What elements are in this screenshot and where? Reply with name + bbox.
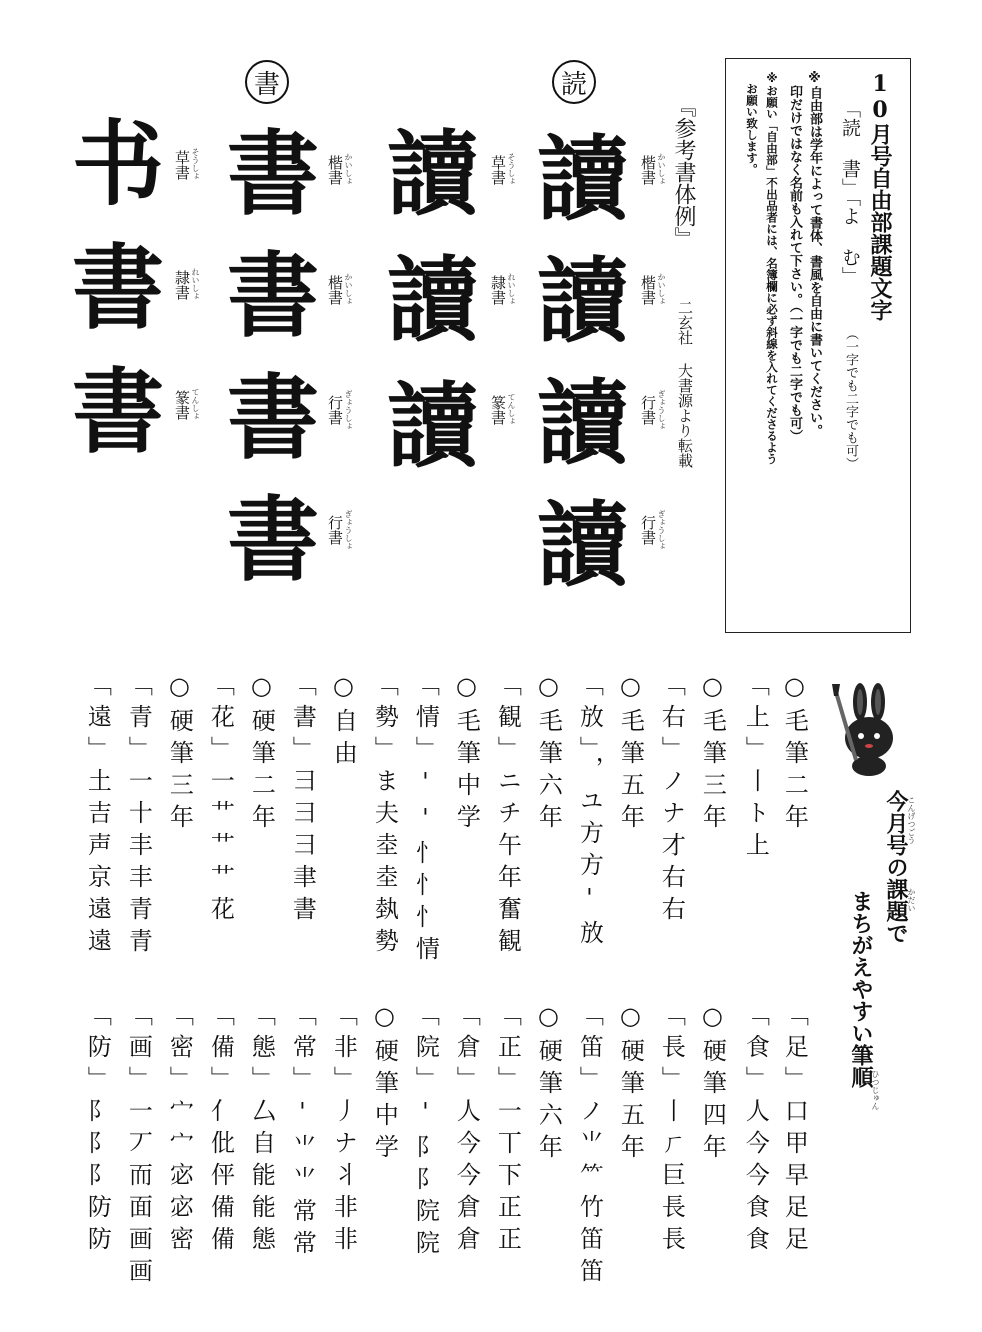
- ruby-kadai: かだい: [907, 888, 916, 912]
- stroke-order-col: 「防」阝阝阝防防: [83, 1002, 112, 1258]
- doku-row2-ruby-2: れいしょ: [507, 273, 516, 305]
- doku-row2-label-2: 隷書: [489, 275, 507, 305]
- sho-row1-ruby-1: かいしょ: [344, 153, 353, 185]
- reference-source: 二玄社 大書源より転載: [676, 300, 694, 468]
- sho-row1-ruby-3: ぎょうしょ: [344, 390, 353, 430]
- stroke-order-col: 「食」人今今食食: [741, 1002, 770, 1258]
- sho-row2-label-3: 篆書: [173, 390, 191, 420]
- sho-row2-ruby-2: れいしょ: [191, 268, 200, 300]
- doku-row2-label-1: 草書: [489, 155, 507, 185]
- stroke-order-col: 「書」⺕⺕⺕聿書: [288, 672, 317, 928]
- stroke-order-col: 「長」丨ㄏ巨長長: [657, 1002, 686, 1258]
- notice-title: 10月号自由部課題文字: [867, 71, 893, 321]
- stroke-order-col: ○硬筆四年: [698, 1002, 727, 1166]
- stroke-order-col: ○硬筆中学: [370, 1002, 399, 1166]
- notice-note1a: ※自由部は学年によって書体、書風を自由に書いてください。: [807, 71, 822, 437]
- sho-row2-ruby-1: そうしょ: [191, 148, 200, 180]
- stroke-order-col: ○硬筆五年: [616, 1002, 645, 1166]
- sho-row2-ruby-3: てんしょ: [191, 388, 200, 420]
- notice-box: [725, 58, 911, 633]
- doku-row1-chars: 讀讀讀讀: [522, 130, 630, 618]
- reference-title: 『参考書体例』: [671, 95, 696, 249]
- stroke-order-col: 「花」一艹艹艹花: [206, 672, 235, 928]
- stroke-order-col: 「上」丨ト上: [741, 672, 770, 864]
- stroke-order-col: 「右」ノナ才右右: [657, 672, 686, 928]
- stroke-order-col: 「備」亻仳伻備備: [206, 1002, 235, 1258]
- stroke-order-col: 「密」宀宀宓宓密: [165, 1002, 194, 1258]
- stroke-order-col: 「画」一丆而面画画: [124, 1002, 153, 1290]
- doku-row2-ruby-3: てんしょ: [507, 393, 516, 425]
- ruby-hitsujun: ひつじゅん: [871, 1070, 880, 1110]
- notice-subject-note: （一字でも二字でも可）: [843, 327, 858, 470]
- stroke-order-col: 「足」口甲早足足: [780, 1002, 809, 1258]
- stroke-order-col: ○毛筆二年: [780, 672, 809, 836]
- doku-circle: 読: [552, 60, 596, 104]
- notice-note2a: ※お願い「自由部」不出品者には、名簿欄に必ず斜線を入れてくださるよう: [765, 71, 779, 465]
- sho-row1-ruby-4: ぎょうしょ: [344, 510, 353, 550]
- sho-row1-chars: 書書書書: [212, 125, 320, 613]
- stroke-order-col: ○毛筆三年: [698, 672, 727, 836]
- doku-row1-label-4: 行書: [639, 515, 657, 545]
- notice-note2b: お願い致します。: [745, 83, 759, 175]
- stroke-order-col: ○毛筆中学: [452, 672, 481, 836]
- doku-row2-label-3: 篆書: [489, 395, 507, 425]
- stroke-order-col: 「笛」ノ⺌⺮竹笛笛: [575, 1002, 604, 1290]
- stroke-order-col: 「正」一丅下正正: [493, 1002, 522, 1258]
- stroke-order-col: 「態」厶自能能態: [247, 1002, 276, 1258]
- stroke-order-col: 「遠」土吉声京遠遠: [83, 672, 112, 960]
- ruby-kongetsugou: こんげつごう: [907, 796, 916, 844]
- sho-row2-chars: 书書書: [57, 115, 165, 487]
- stroke-order-col: ○毛筆五年: [616, 672, 645, 836]
- sho-row1-label-3: 行書: [326, 395, 344, 425]
- stroke-order-col: 「観」ニチ午年奮観: [493, 672, 522, 960]
- sho-row1-label-4: 行書: [326, 515, 344, 545]
- doku-row1-label-2: 楷書: [639, 275, 657, 305]
- notice-subject: 「読 書」「よ む」: [839, 99, 861, 286]
- stroke-order-col: 「常」'⺌⺌常常: [288, 1002, 317, 1262]
- doku-row1-ruby-1: かいしょ: [657, 153, 666, 185]
- stroke-order-heading-2: まちがえやすい筆順: [848, 890, 873, 1088]
- sho-row2-label-2: 隷書: [173, 270, 191, 300]
- sho-row1-ruby-2: かいしょ: [344, 273, 353, 305]
- sho-row1-label-1: 楷書: [326, 155, 344, 185]
- sho-circle: 書: [245, 60, 289, 104]
- stroke-order-col: 「青」一十丰丰青青: [124, 672, 153, 960]
- stroke-order-col: ○自由: [329, 672, 358, 772]
- stroke-order-col: ○硬筆二年: [247, 672, 276, 836]
- doku-row2-ruby-1: そうしょ: [507, 153, 516, 185]
- rabbit-mascot-icon: [826, 682, 906, 777]
- stroke-order-col: 「院」'阝阝院院: [411, 1002, 440, 1262]
- stroke-order-col: 「情」''忄忄忄情: [411, 672, 440, 968]
- stroke-order-col: ○毛筆六年: [534, 672, 563, 836]
- stroke-order-col: 「勢」ま夫坴坴埶勢: [370, 672, 399, 960]
- doku-row2-chars: 讀讀讀: [372, 125, 480, 503]
- sho-row2-label-1: 草書: [173, 150, 191, 180]
- doku-row1-label-3: 行書: [639, 395, 657, 425]
- stroke-order-col: 「倉」人今今倉倉: [452, 1002, 481, 1258]
- stroke-order-col: ○硬筆三年: [165, 672, 194, 836]
- stroke-order-col: 「非」丿ナ丬非非: [329, 1002, 358, 1258]
- doku-row1-ruby-2: かいしょ: [657, 273, 666, 305]
- stroke-order-heading-1: 今月号の課題で: [883, 790, 908, 944]
- stroke-order-col: 「放」，ユ方方'放: [575, 672, 604, 952]
- doku-row1-label-1: 楷書: [639, 155, 657, 185]
- stroke-order-col: ○硬筆六年: [534, 1002, 563, 1166]
- sho-row1-label-2: 楷書: [326, 275, 344, 305]
- doku-row1-ruby-3: ぎょうしょ: [657, 390, 666, 430]
- doku-row1-ruby-4: ぎょうしょ: [657, 510, 666, 550]
- notice-note1b: 印だけではなく名前も入れて下さい。（一字でも二字でも可）: [787, 85, 802, 443]
